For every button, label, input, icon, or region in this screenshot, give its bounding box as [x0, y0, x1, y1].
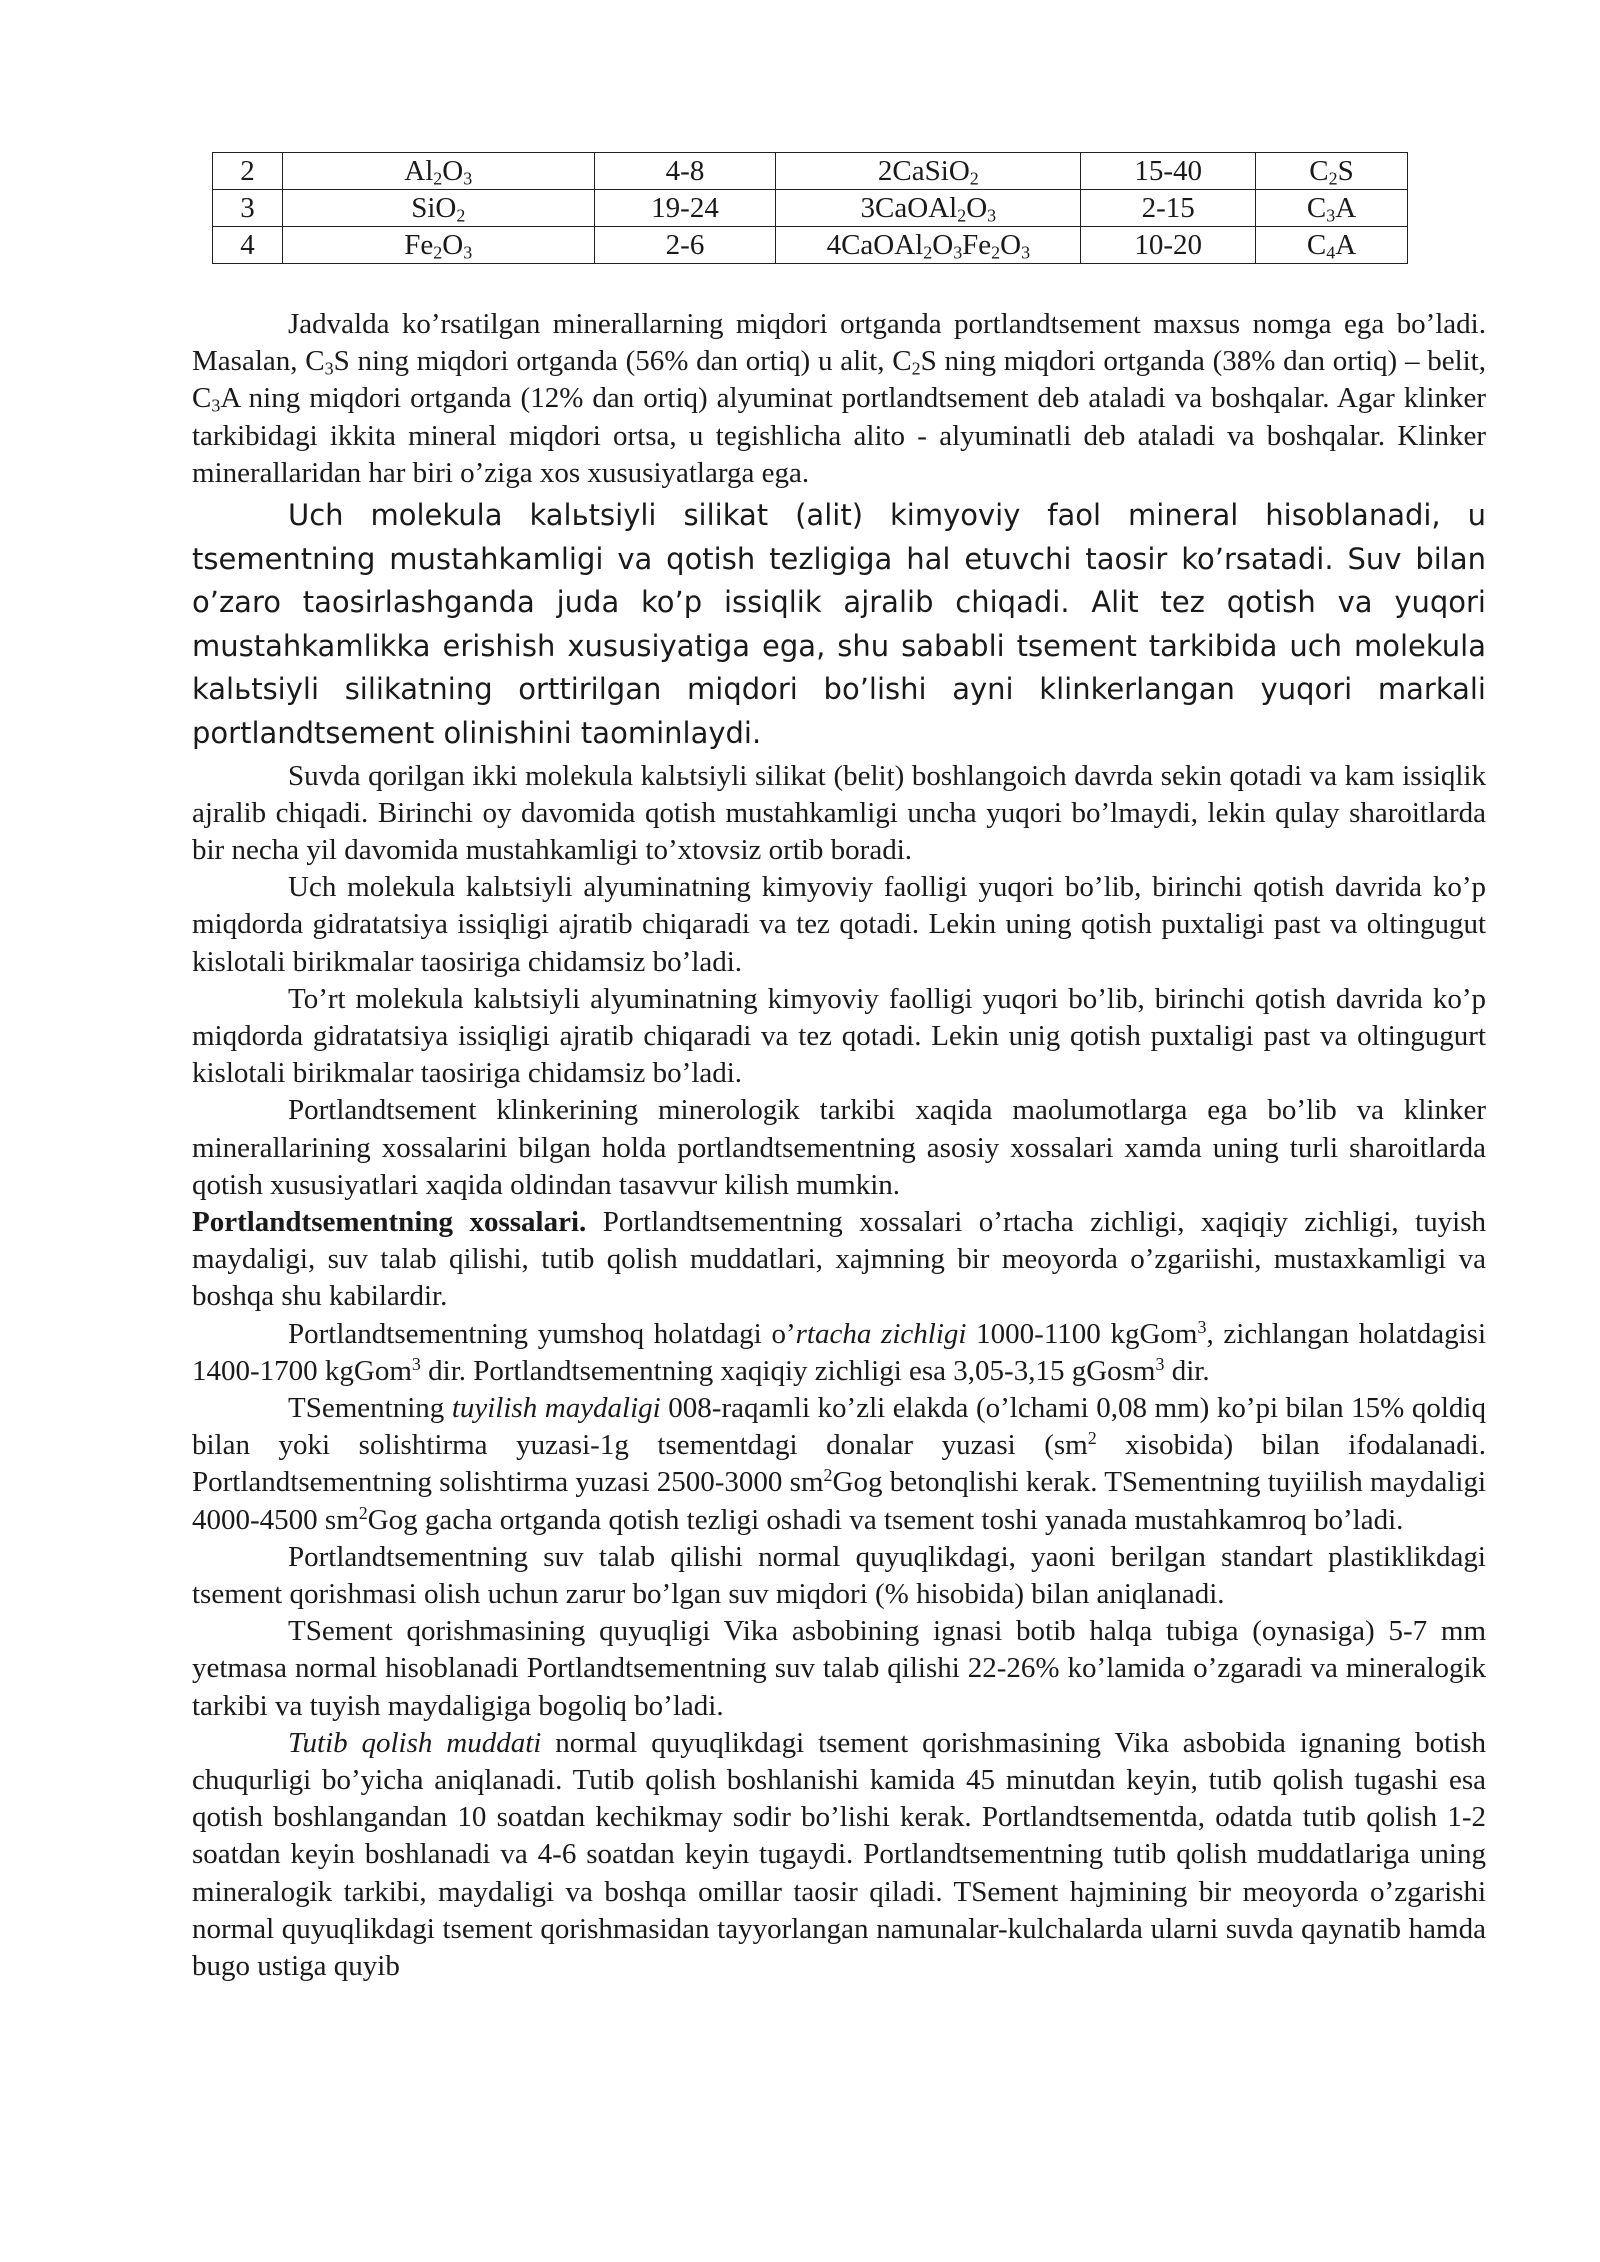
mineral-abbreviation: $C_3A$	[1256, 190, 1408, 227]
mineral-table	[212, 152, 1408, 264]
paragraph-belit: Suvda qorilgan ikki molekula kalьtsiyli silikat (belit) boshlangoich davrda sekin qotadi va kam issiqlik ajralib chiqadi. Birinchi oy davomida qotish mustahkamligi uncha yuqori bo’lmaydi, lekin qulay sharoitlarda bir necha yil davomida mustahkamligi to’xtovsiz ortib boradi.	[192, 759, 1486, 866]
oxide-range: 19-24	[594, 190, 776, 227]
paragraph-alit: Uch molekula kalьtsiyli silikat (alit) kimyoviy faol mineral hisoblanadi, u tsementning mustahkamligi va qotish tezligiga hal etuvchi taosir ko’rsatadi. Suv bilan o’zaro taosirlashganda juda ko’p issiqlik ajralib chiqadi. Alit tez qotish va yuqori mustahkamlikka erishish xususiyatiga ega, shu sababli tsement tarkibida uch molekula kalьtsiyli silikatning orttirilgan miqdori bo’lishi ayni klinkerlangan yuqori markali portlandtsement olinishini taominlaydi.	[192, 498, 1486, 750]
paragraph-consistency: TSement qorishmasining quyuqligi Vika asbobining ignasi botib halqa tubiga (oynasiga) 5-7 mm yetmasa normal hisoblanadi Portlandtsementning suv talab qilishi 22-26% ko’lamida o’zgaradi va mineralogik tarkibi va tuyish maydaligiga bogoliq bo’ladi.	[192, 1615, 1486, 1722]
paragraph-mineral-names: Jadvalda ko’rsatilgan minerallarning miqdori ortganda portlandtsement maxsus nomga ega bo’ladi. Masalan, $C_3S$ ning miqdori ortganda (56% dan ortiq) u alit, $C_2S$ ning miqdori ortganda (38% dan ortiq) – belit, $C_3A$ ning miqdori ortganda (12% dan ortiq) alyuminat portlandtsement deb ataladi va boshqalar. Agar klinker tarkibidagi ikkita mineral miqdori ortsa, u tegishlicha alito - alyuminatli deb ataladi va boshqalar. Klinker minerallaridan har biri o’ziga xos xususiyatlarga ega.	[192, 308, 1486, 489]
section-heading: Portlandtsementning xossalari.	[192, 1206, 587, 1239]
row-number: 4	[213, 227, 283, 264]
row-number: 2	[213, 153, 283, 190]
oxide-range: 2-6	[594, 227, 776, 264]
body-text	[192, 306, 1486, 1985]
mineral-abbreviation: $C_4A$	[1256, 227, 1408, 264]
mineral-formula: 2CaSiO$_2$	[776, 153, 1081, 190]
mineral-percent: 15-40	[1081, 153, 1256, 190]
table-row	[213, 227, 1408, 264]
table-row	[213, 153, 1408, 190]
paragraph-density: Portlandtsementning yumshoq holatdagi o’rtacha zichligi 1000-1100 kgGom$^3$, zichlangan holatdagisi 1400-1700 kgGom$^3$ dir. Portlandtsementning xaqiqiy zichligi esa 3,05-3,15 gGosm$^3$ dir.	[192, 1316, 1486, 1387]
mineral-formula: $3CaOAl_2O_3$	[776, 190, 1081, 227]
paragraph-properties: Portlandtsementning xossalari. Portlandtsementning xossalari o’rtacha zichligi, xaqiqiy zichligi, tuyish maydaligi, suv talab qilishi, tutib qolish muddatlari, xajmning bir meoyorda o’zgariishi, mustaxkamligi va boshqa shu kabilardir.	[192, 1206, 1486, 1313]
row-number: 3	[213, 190, 283, 227]
paragraph-setting-time: Tutib qolish muddati normal quyuqlikdagi tsement qorishmasining Vika asbobida ignaning botish chuqurligi bo’yicha aniqlanadi. Tutib qolish boshlanishi kamida 45 minutdan keyin, tutib qolish tugashi esa qotish boshlangandan 10 soatdan kechikmay sodir bo’lishi kerak. Portlandtsementda, odatda tutib qolish 1-2 soatdan keyin boshlanadi va 4-6 soatdan keyin tugaydi. Portlandtsementning tutib qolish muddatlariga uning mineralogik tarkibi, maydaligi va boshqa omillar taosir qiladi. TSement hajmining bir meoyorda o’zgarishi normal quyuqlikdagi tsement qorishmasidan tayyorlangan namunalar-kulchalarda ularni suvda qaynatib hamda bugo ustiga quyib	[192, 1726, 1486, 1983]
table-row	[213, 190, 1408, 227]
paragraph-fineness: TSementning tuyilish maydaligi 008-raqamli ko’zli elakda (o’lchami 0,08 mm) ko’pi bilan 15% qoldiq bilan yoki solishtirma yuzasi-1g tsementdagi donalar yuzasi ($sm^2$ xisobida) bilan ifodalanadi. Portlandtsementning solishtirma yuzasi 2500-3000 $sm^2Gog$ betonqlishi kerak. TSementning tuyiilish maydaligi 4000-4500 $sm^2Gog$ gacha ortganda qotish tezligi oshadi va tsement toshi yanada mustahkamroq bo’ladi.	[192, 1392, 1487, 1536]
oxide-formula: $Al_2O_3$	[282, 153, 594, 190]
paragraph-tetracalcium-aluminate: To’rt molekula kalьtsiyli alyuminatning kimyoviy faolligi yuqori bo’lib, birinchi qotish davrida ko’p miqdorda gidratatsiya issiqligi ajratib chiqaradi va tez qotadi. Lekin unig qotish puxtaligi past va oltingugurt kislotali birikmalar taosiriga chidamsiz bo’ladi.	[192, 982, 1486, 1090]
mineral-percent: 2-15	[1081, 190, 1256, 227]
paragraph-clinker-composition: Portlandtsement klinkerining minerologik tarkibi xaqida maolumotlarga ega bo’lib va klinker minerallarining xossalarini bilgan holda portlandtsementning asosiy xossalari xamda uning turli sharoitlarda qotish xususiyatlari xaqida oldindan tasavvur kilish mumkin.	[192, 1094, 1486, 1201]
mineral-percent: 10-20	[1081, 227, 1256, 264]
mineral-formula: $4CaOAl_2O_3Fe_2O_3$	[776, 227, 1081, 264]
paragraph-tricalcium-aluminate: Uch molekula kalьtsiyli alyuminatning kimyoviy faolligi yuqori bo’lib, birinchi qotish davrida ko’p miqdorda gidratatsiya issiqligi ajratib chiqaradi va tez qotadi. Lekin uning qotish puxtaligi past va oltingugut kislotali birikmalar taosiriga chidamsiz bo’ladi.	[192, 871, 1486, 978]
oxide-formula: $Fe_2O_3$	[282, 227, 594, 264]
oxide-range: 4-8	[594, 153, 776, 190]
paragraph-water-demand: Portlandtsementning suv talab qilishi normal quyuqlikdagi, yaoni berilgan standart plastiklikdagi tsement qorishmasi olish uchun zarur bo’lgan suv miqdori (% hisobida) bilan aniqlanadi.	[192, 1540, 1486, 1611]
oxide-formula: SiO$_2$	[282, 190, 594, 227]
mineral-abbreviation: $C_2S$	[1256, 153, 1408, 190]
